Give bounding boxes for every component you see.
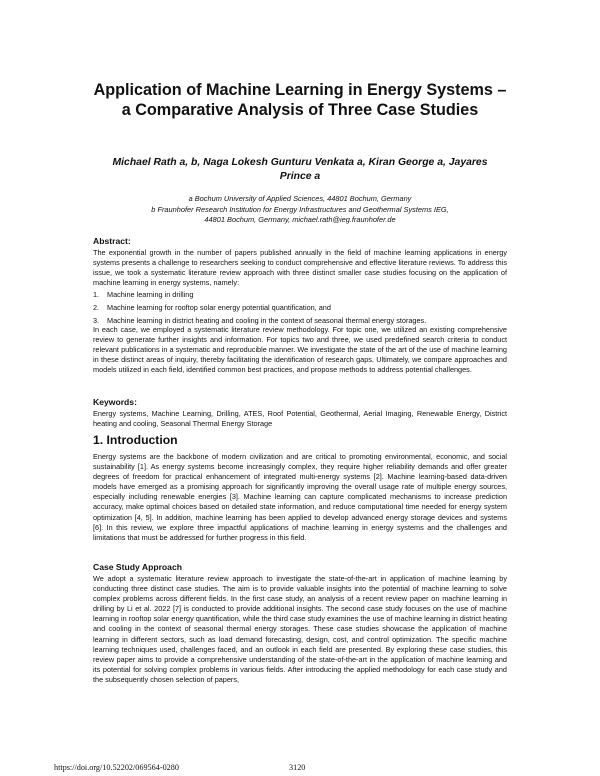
abstract-intro: The exponential growth in the number of papers published annually in the field of machine learning applications in energy systems presents a challenge to researchers seeking to conduct comprehensive and effective literature reviews. To address this issue, we took a systematic literature review approach with three distinct smaller case studies focusing on the application of machine learning in energy systems, namely:: [93, 248, 507, 288]
abstract-case-list: [93, 290, 507, 329]
author-list: [110, 156, 490, 184]
affiliation-a: a Bochum University of Applied Sciences, 44801 Bochum, Germany: [188, 194, 412, 203]
introduction-heading: 1. Introduction: [93, 433, 178, 447]
abstract-heading: Abstract:: [93, 236, 131, 246]
list-item: 3. Machine learning in district heating and cooling in the context of seasonal thermal energy storages.: [93, 315, 427, 325]
author-line-2: Prince a: [279, 171, 321, 182]
list-item: 2. Machine learning for rooftop solar energy potential quantification, and: [93, 302, 331, 312]
case-study-heading: Case Study Approach: [93, 562, 182, 572]
introduction-text: Energy systems are the backbone of modern civilization and are critical to promoting environmental, economic, and social sustainability [1]. As energy systems become increasingly complex, they require higher reliability demands and offer greater degrees of freedom for practical enhancement of integrated multi-energy systems [2]. Machine learning-based data-driven models have emerged as a promising approach for significantly improving the overall usage rate of multiple energy sources, especially including renewable energies [3]. Machine learning can capture complicated mechanisms to increase prediction accuracy, make optimal choices based on detailed state information, and reduce computational time needed for energy system optimization [4, 5]. In addition, machine learning has been applied to develop advanced energy storage devices and systems [6]. In this review, we explore three impactful applications of machine learning in energy systems and the challenges and limitations that must be addressed for further progress in this field.: [93, 452, 507, 542]
list-item: 1. Machine learning in drilling: [93, 290, 194, 299]
affiliation-b-address: 44801 Bochum, Germany, michael.rath@ieg.fraunhofer.de: [204, 215, 396, 224]
abstract-body: In each case, we employed a systematic literature review methodology. For topic one, we utilized an existing comprehensive review to generate further insights and information. For topics two and three, we used predefined search criteria to conduct relevant publications in a systematic and reproducible manner. We investigate the state of the art of the use of machine learning in these distinct areas of inquiry, thereby facilitating the identification of research gaps. Ultimately, we compare approaches and models utilized in each field, identified common best practices, and propose methods to address potential challenges.: [93, 325, 507, 375]
footer-doi: https://doi.org/10.52202/069564-0280: [54, 763, 179, 772]
affiliation-b: b Fraunhofer Research Institution for Energy Infrastructures and Geothermal Systems IEG,: [151, 204, 449, 214]
paper-title: Application of Machine Learning in Energy Systems – a Comparative Analysis of Three Case Studies: [93, 81, 507, 119]
affiliations: [110, 194, 490, 226]
case-study-text: We adopt a systematic literature review approach to investigate the state-of-the-art in application of machine learning by conducting three distinct case studies. The aim is to provide valuable insights into the potential of machine learning to solve complex problems across different fields. In the first case study, an analysis of a recent review paper on machine learning in drilling by Li et al. 2022 [7] is conducted to provide additional insights. The second case study focuses on the use of machine learning in rooftop solar energy quantification, while the third case study examines the use of machine learning in district heating and cooling in the context of seasonal thermal energy storages. These case studies showcase the application of machine learning in different sectors, such as load demand forecasting, design, cost, and control optimization. The specific machine learning techniques used, challenges faced, and an outlook in each field are presented. By exploring these case studies, this review paper aims to provide a comprehensive understanding of the state-of-the-art in the application of machine learning and its potential for solving complex problems in various fields. After introducing the applied methodology for each case study and the subsequently chosen selection of papers,: [93, 574, 507, 684]
keywords-text: Energy systems, Machine Learning, Drilling, ATES, Roof Potential, Geothermal, Aerial Imaging, Renewable Energy, District heating and cooling, Seasonal Thermal Energy Storage: [93, 409, 507, 429]
footer-page-number: 3120: [289, 763, 306, 772]
author-line-1: Michael Rath a, b, Naga Lokesh Gunturu Venkata a, Kiran George a, Jayares: [112, 157, 488, 168]
keywords-heading: Keywords:: [93, 397, 137, 407]
